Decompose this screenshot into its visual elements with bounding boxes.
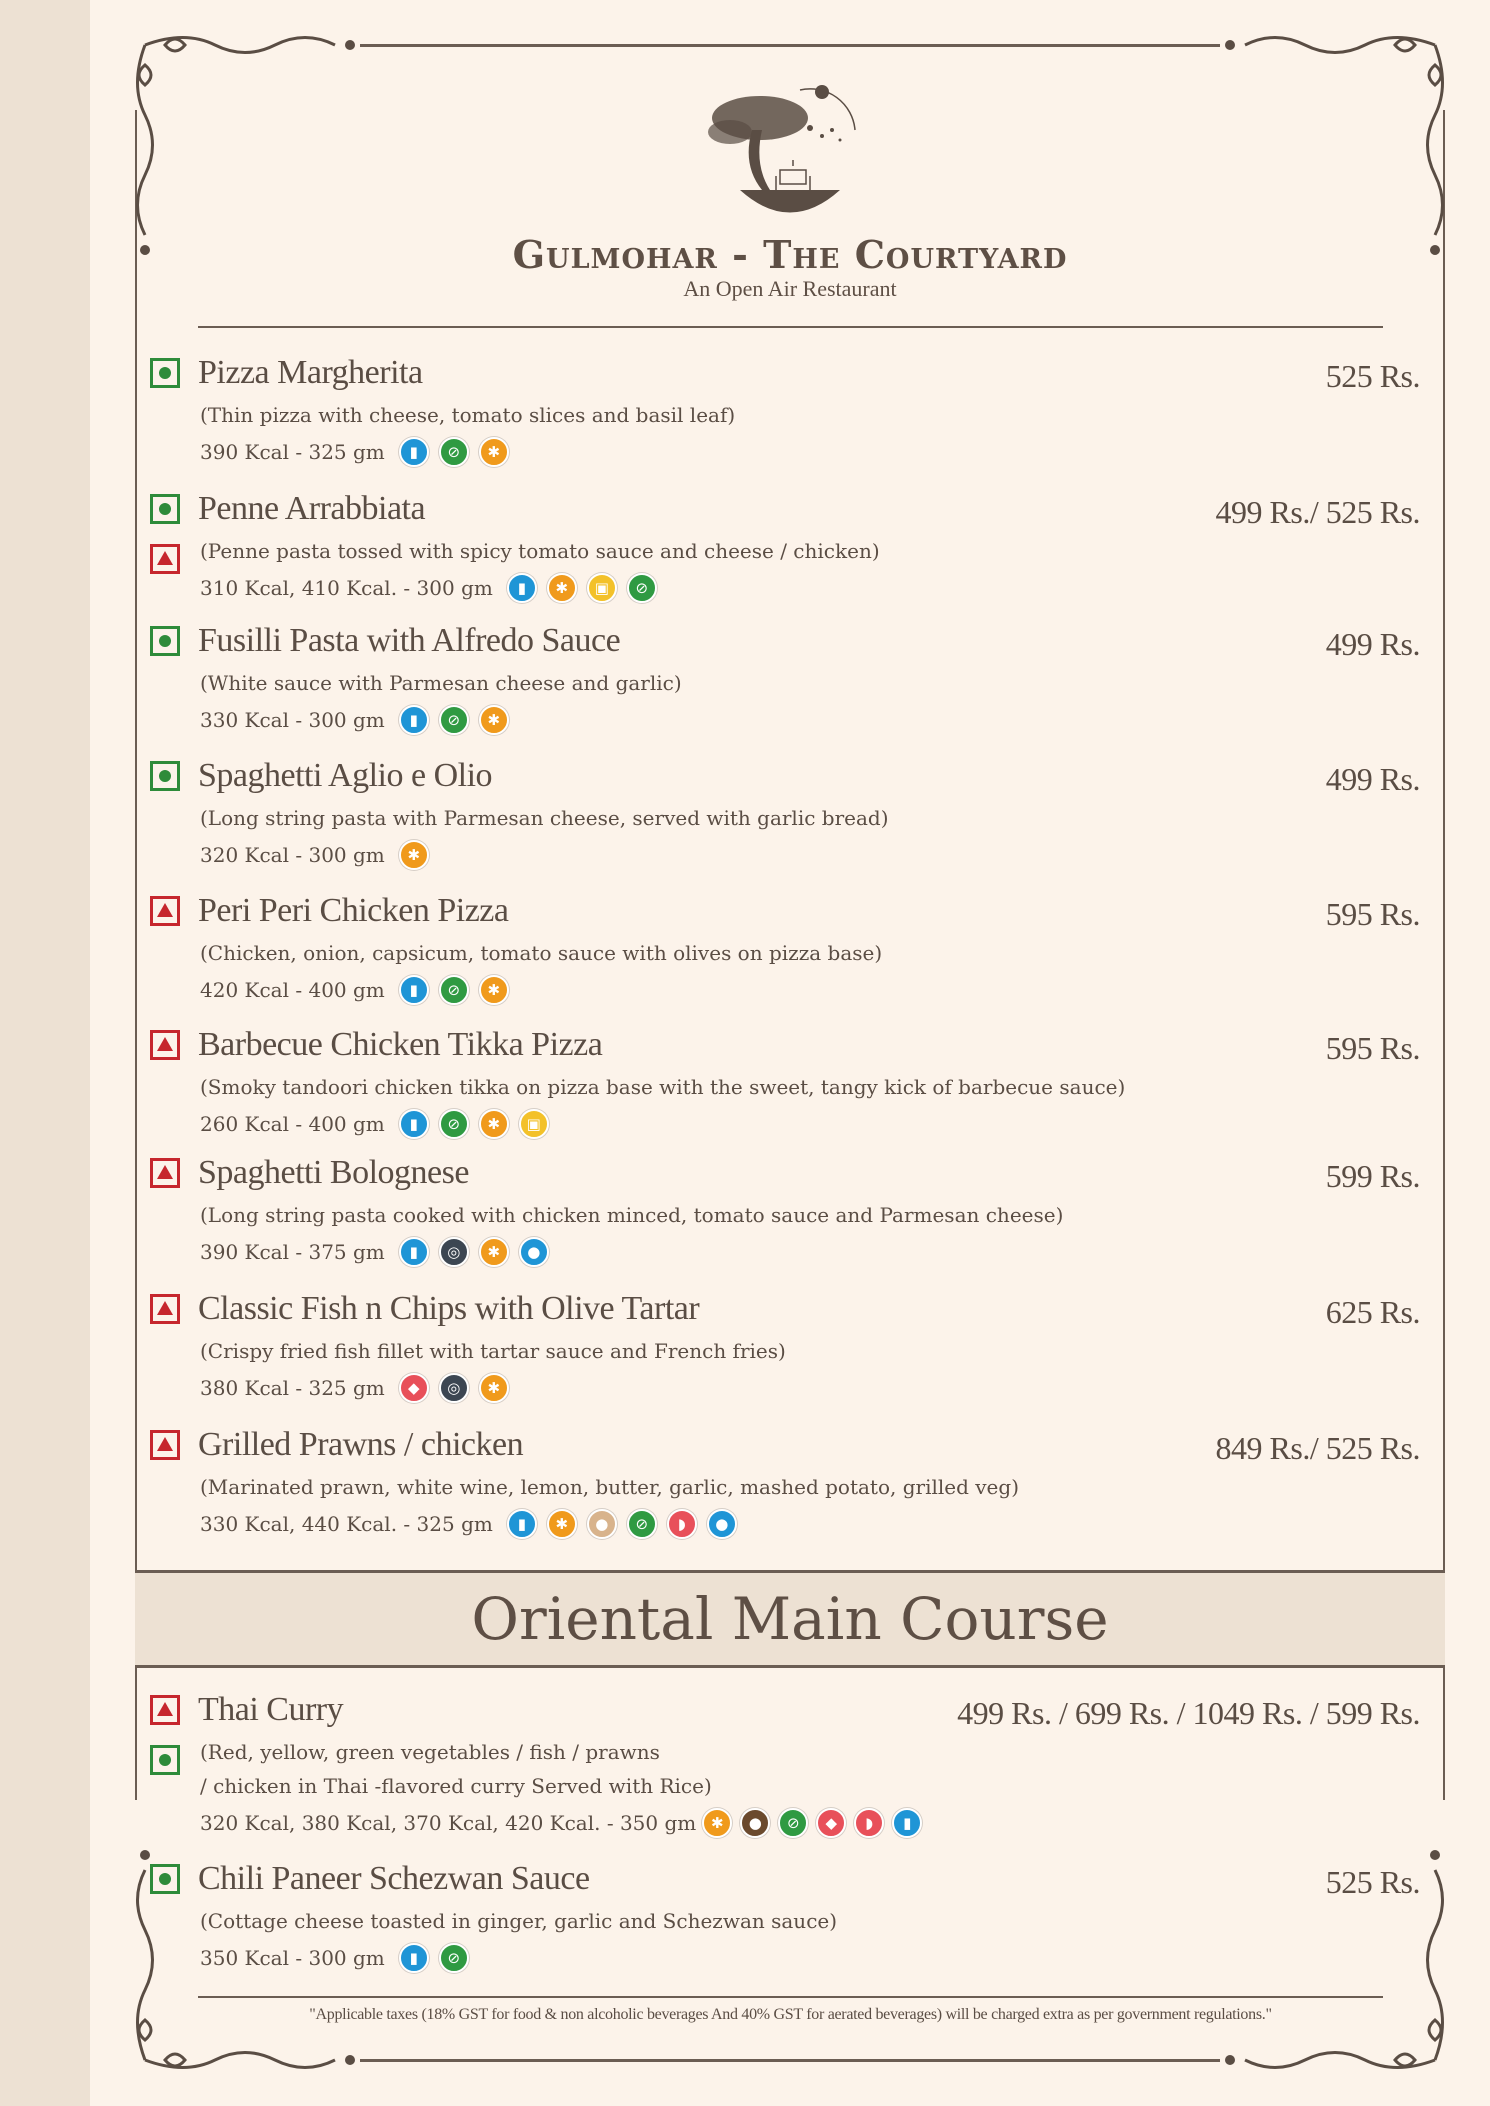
restaurant-tagline: An Open Air Restaurant — [683, 276, 897, 301]
nonveg-icon — [150, 1430, 180, 1460]
gluten-icon: ⊘ — [627, 1509, 657, 1539]
item-nutrition — [200, 573, 657, 603]
frame-right-line — [1443, 110, 1445, 1800]
kcal-text: 320 Kcal, 380 Kcal, 370 Kcal, 420 Kcal. - 350 gm — [200, 1811, 697, 1835]
gluten-icon: ⊘ — [439, 705, 469, 735]
kcal-text: 420 Kcal - 400 gm — [200, 978, 385, 1002]
frame-top-line — [360, 44, 1220, 47]
item-description-continued: / chicken in Thai -flavored curry Served with Rice) — [200, 1774, 712, 1798]
item-description: (Thin pizza with cheese, tomato slices and basil leaf) — [200, 403, 736, 427]
veg-icon — [150, 761, 180, 791]
item-price: 499 Rs./ 525 Rs. — [1215, 494, 1420, 530]
kcal-text: 260 Kcal - 400 gm — [200, 1112, 385, 1136]
item-price: 499 Rs. — [1325, 761, 1420, 797]
item-nutrition — [200, 705, 509, 735]
item-nutrition — [200, 1109, 549, 1139]
gluten-icon: ⊘ — [439, 1109, 469, 1139]
tax-note: "Applicable taxes (18% GST for food & non alcoholic beverages And 40% GST for aerated beverages) will be charged extra as per government regulations." — [309, 2006, 1272, 2023]
nonveg-icon — [150, 544, 180, 574]
kcal-text: 380 Kcal - 325 gm — [200, 1376, 385, 1400]
item-description: (Long string pasta with Parmesan cheese, served with garlic bread) — [200, 806, 889, 830]
kcal-text: 390 Kcal - 325 gm — [200, 440, 385, 464]
wheat-icon: ✱ — [479, 437, 509, 467]
item-name: Spaghetti Aglio e Olio — [198, 757, 493, 794]
wheat-icon: ✱ — [479, 975, 509, 1005]
milk-icon: ▮ — [399, 1237, 429, 1267]
item-description: (Red, yellow, green vegetables / fish / prawns — [200, 1740, 660, 1764]
gluten-icon: ⊘ — [627, 573, 657, 603]
wheat-icon: ✱ — [479, 705, 509, 735]
gluten-icon: ⊘ — [439, 1943, 469, 1973]
item-description: (Long string pasta cooked with chicken minced, tomato sauce and Parmesan cheese) — [200, 1203, 1064, 1227]
item-description: (Cottage cheese toasted in ginger, garlic and Schezwan sauce) — [200, 1909, 838, 1933]
item-name: Chili Paneer Schezwan Sauce — [198, 1860, 590, 1897]
sesame-icon: ● — [740, 1808, 770, 1838]
restaurant-name: Gulmohar - The Courtyard — [512, 232, 1068, 277]
egg-icon: ● — [707, 1509, 737, 1539]
gluten-icon: ⊘ — [439, 975, 469, 1005]
item-price: 599 Rs. — [1325, 1158, 1420, 1194]
milk-icon: ▮ — [399, 705, 429, 735]
item-price: 595 Rs. — [1325, 1030, 1420, 1066]
kcal-text: 310 Kcal, 410 Kcal. - 300 gm — [200, 576, 493, 600]
item-name: Pizza Margherita — [198, 354, 423, 391]
wheat-icon: ✱ — [547, 573, 577, 603]
veg-icon — [150, 494, 180, 524]
wheat-icon: ✱ — [479, 1109, 509, 1139]
item-name: Spaghetti Bolognese — [198, 1154, 469, 1191]
item-nutrition — [200, 1509, 737, 1539]
kcal-text: 330 Kcal, 440 Kcal. - 325 gm — [200, 1512, 493, 1536]
page-spine — [0, 0, 90, 2106]
veg-icon — [150, 358, 180, 388]
item-price: 525 Rs. — [1325, 1864, 1420, 1900]
milk-icon: ▮ — [892, 1808, 922, 1838]
item-price: 849 Rs./ 525 Rs. — [1215, 1430, 1420, 1466]
frame-bottom-line — [360, 2059, 1220, 2062]
wheat-icon: ✱ — [702, 1808, 732, 1838]
wheat-icon: ✱ — [479, 1237, 509, 1267]
wheat-icon: ✱ — [547, 1509, 577, 1539]
item-nutrition — [200, 1943, 469, 1973]
soy-icon: ▣ — [519, 1109, 549, 1139]
kcal-text: 350 Kcal - 300 gm — [200, 1946, 385, 1970]
item-price: 625 Rs. — [1325, 1294, 1420, 1330]
milk-icon: ▮ — [399, 437, 429, 467]
item-description: (White sauce with Parmesan cheese and garlic) — [200, 671, 682, 695]
kcal-text: 330 Kcal - 300 gm — [200, 708, 385, 732]
gluten-icon: ⊘ — [778, 1808, 808, 1838]
kcal-text: 320 Kcal - 300 gm — [200, 843, 385, 867]
milk-icon: ▮ — [399, 975, 429, 1005]
wheat-icon: ✱ — [479, 1373, 509, 1403]
section-header-band — [135, 1570, 1445, 1668]
section-title: Oriental Main Course — [471, 1585, 1109, 1653]
fish-icon: ◆ — [816, 1808, 846, 1838]
milk-icon: ▮ — [507, 573, 537, 603]
crustacean-icon: ◗ — [667, 1509, 697, 1539]
frame-left-line — [135, 110, 137, 1800]
item-price: 499 Rs. / 699 Rs. / 1049 Rs. / 599 Rs. — [957, 1695, 1420, 1731]
veg-icon — [150, 1864, 180, 1894]
item-name: Barbecue Chicken Tikka Pizza — [198, 1026, 603, 1063]
corner-ornament-top-left — [125, 25, 365, 265]
nonveg-icon — [150, 1158, 180, 1188]
header-divider — [198, 326, 1383, 328]
gluten-icon: ⊘ — [439, 437, 469, 467]
nuts-icon: ● — [587, 1509, 617, 1539]
nonveg-icon — [150, 1030, 180, 1060]
item-name: Fusilli Pasta with Alfredo Sauce — [198, 622, 621, 659]
nonveg-icon — [150, 1294, 180, 1324]
egg-icon: ● — [519, 1237, 549, 1267]
milk-icon: ▮ — [507, 1509, 537, 1539]
item-description: (Crispy fried fish fillet with tartar sauce and French fries) — [200, 1339, 786, 1363]
footer-divider — [198, 1996, 1383, 1998]
item-name: Peri Peri Chicken Pizza — [198, 892, 509, 929]
item-nutrition — [200, 1237, 549, 1267]
item-price: 499 Rs. — [1325, 626, 1420, 662]
item-description: (Chicken, onion, capsicum, tomato sauce with olives on pizza base) — [200, 941, 883, 965]
item-nutrition — [200, 975, 509, 1005]
veg-icon — [150, 626, 180, 656]
soy-icon: ▣ — [587, 573, 617, 603]
milk-icon: ▮ — [399, 1109, 429, 1139]
item-name: Penne Arrabbiata — [198, 490, 426, 527]
mustard-icon: ◎ — [439, 1373, 469, 1403]
item-name: Thai Curry — [198, 1691, 344, 1728]
item-nutrition — [200, 1373, 509, 1403]
item-description: (Marinated prawn, white wine, lemon, butter, garlic, mashed potato, grilled veg) — [200, 1475, 1019, 1499]
mustard-icon: ◎ — [439, 1237, 469, 1267]
nonveg-icon — [150, 1695, 180, 1725]
item-price: 525 Rs. — [1325, 358, 1420, 394]
nonveg-icon — [150, 896, 180, 926]
item-price: 595 Rs. — [1325, 896, 1420, 932]
item-nutrition — [200, 437, 509, 467]
item-name: Classic Fish n Chips with Olive Tartar — [198, 1290, 700, 1327]
kcal-text: 390 Kcal - 375 gm — [200, 1240, 385, 1264]
item-nutrition — [200, 1808, 922, 1838]
gulmohar-tree-logo — [690, 70, 890, 230]
item-description: (Smoky tandoori chicken tikka on pizza base with the sweet, tangy kick of barbecue sauce) — [200, 1075, 1126, 1099]
item-name: Grilled Prawns / chicken — [198, 1426, 524, 1463]
veg-icon — [150, 1745, 180, 1775]
fish-icon: ◆ — [399, 1373, 429, 1403]
wheat-icon: ✱ — [399, 840, 429, 870]
corner-ornament-top-right — [1215, 25, 1455, 265]
item-nutrition — [200, 840, 429, 870]
milk-icon: ▮ — [399, 1943, 429, 1973]
crustacean-icon: ◗ — [854, 1808, 884, 1838]
item-description: (Penne pasta tossed with spicy tomato sauce and cheese / chicken) — [200, 539, 880, 563]
